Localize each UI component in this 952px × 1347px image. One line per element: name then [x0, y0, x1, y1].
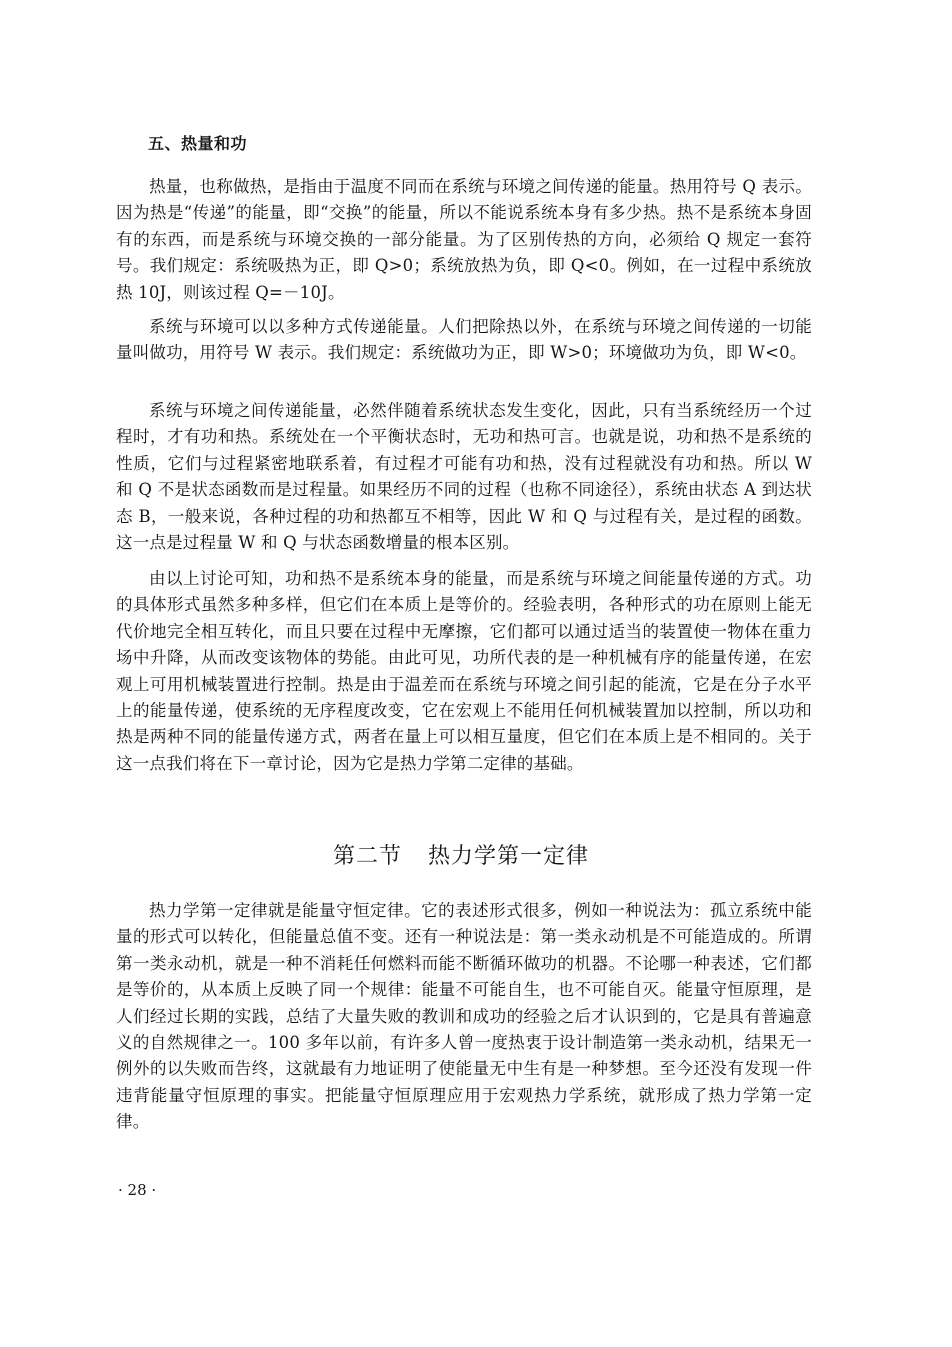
paragraph-first-law: 热力学第一定律就是能量守恒定律。它的表述形式很多，例如一种说法为：孤立系统中能量的形式可以转化，但能量总值不变。还有一种说法是：第一类永动机是不可能造成的。所谓第一类永动机，就是一种不消耗任何燃料而能不断循环做功的机器。不论哪一种表述，它们都是等价的，从本质上反映了同一个规律：能量不可能自生，也不可能自灭。能量守恒原理，是人们经过长期的实践，总结了大量失败的教训和成功的经验之后才认识到的，它是具有普遍意义的自然规律之一。100 多年以前，有许多人曾一度热衷于设计制造第一类永动机，结果无一例外的以失败而告终，这就最有力地证明了使能量无中生有是一种梦想。至今还没有发现一件违背能量守恒原理的事实。把能量守恒原理应用于宏观热力学系统，就形成了热力学第一定律。 [116, 901, 812, 1132]
paragraph-work-vs-heat: 由以上讨论可知，功和热不是系统本身的能量，而是系统与环境之间能量传递的方式。功的具体形式虽然多种多样，但它们在本质上是等价的。经验表明，各种形式的功在原则上能无代价地完全相互转化，而且只要在过程中无摩擦，它们都可以通过适当的装置使一物体在重力场中升降，从而改变该物体的势能。由此可见，功所代表的是一种机械有序的能量传递，在宏观上可用机械装置进行控制。热是由于温差而在系统与环境之间引起的能流，它是在分子水平上的能量传递，使系统的无序程度改变，它在宏观上不能用任何机械装置加以控制，所以功和热是两种不同的能量传递方式，两者在量上可以相互量度，但它们在本质上是不相同的。关于这一点我们将在下一章讨论，因为它是热力学第二定律的基础。 [116, 569, 812, 773]
page-number: · 28 · [118, 1181, 157, 1199]
paragraph-work-definition: 系统与环境可以以多种方式传递能量。人们把除热以外，在系统与环境之间传递的一切能量叫做功，用符号 W 表示。我们规定：系统做功为正，即 W>0；环境做功为负，即 W<0。 [116, 317, 812, 363]
section-title [0, 842, 922, 872]
section-number: 第二节 [332, 844, 402, 869]
subsection-heading: 五、热量和功 [148, 134, 248, 153]
section-name: 热力学第一定律 [428, 844, 590, 869]
paragraph-heat-definition: 热量，也称做热，是指由于温度不同而在系统与环境之间传递的能量。热用符号 Q 表示。因为热是“传递”的能量，即“交换”的能量，所以不能说系统本身有多少热。热不是系统本身固有的东西，而是系统与环境交换的一部分能量。为了区别传热的方向，必须给 Q 规定一套符号。我们规定：系统吸热为正，即 Q>0；系统放热为负，即 Q<0。例如，在一过程中系统放热 10J，则该过程 Q=－10J。 [116, 177, 812, 302]
paragraph-process-quantities: 系统与环境之间传递能量，必然伴随着系统状态发生变化，因此，只有当系统经历一个过程时，才有功和热。系统处在一个平衡状态时，无功和热可言。也就是说，功和热不是系统的性质，它们与过程紧密地联系着，有过程才可能有功和热，没有过程就没有功和热。所以 W 和 Q 不是状态函数而是过程量。如果经历不同的过程（也称不同途径），系统由状态 A 到达状态 B，一般来说，各种过程的功和热都互不相等，因此 W 和 Q 与过程有关，是过程的函数。这一点是过程量 W 和 Q 与状态函数增量的根本区别。 [116, 401, 812, 553]
